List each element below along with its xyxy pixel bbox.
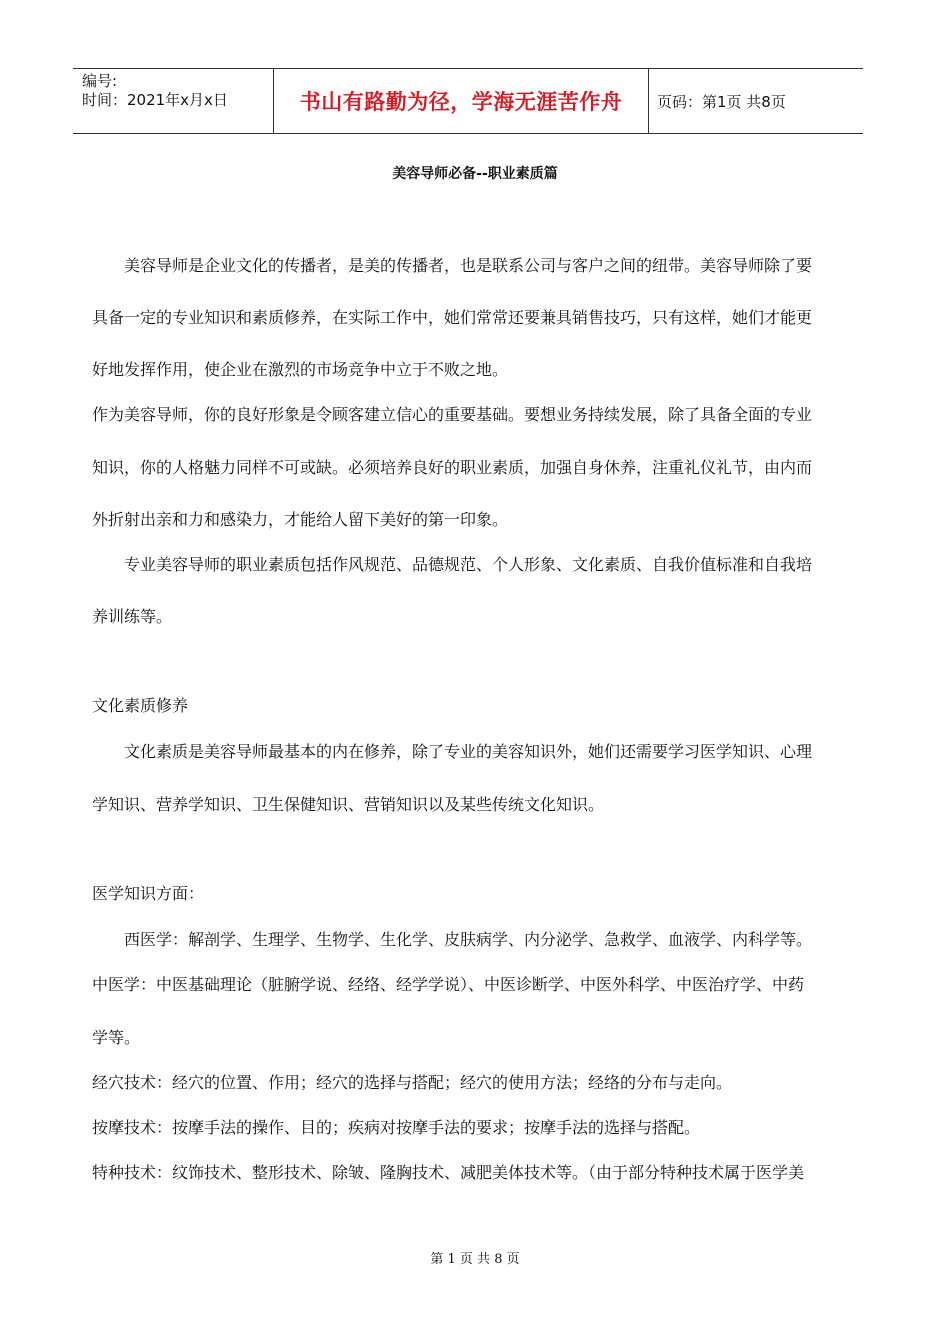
body-line: 西医学：解剖学、生理学、生物学、生化学、皮肤病学、内分泌学、急救学、血液学、内科学等。 [124, 930, 813, 949]
document-header [73, 68, 863, 134]
header-info-cell [73, 69, 274, 133]
body-line: 作为美容导师，你的良好形象是令顾客建立信心的重要基础。要想业务持续发展，除了具备全面的专业 [92, 405, 813, 424]
body-line: 学知识、营养学知识、卫生保健知识、营销知识以及某些传统文化知识。 [92, 795, 605, 814]
body-line: 具备一定的专业知识和素质修养，在实际工作中，她们常常还要兼具销售技巧，只有这样，她们才能更 [92, 308, 813, 327]
body-line: 美容导师是企业文化的传播者，是美的传播者，也是联系公司与客户之间的纽带。美容导师除了要 [124, 256, 813, 275]
time-label: 时间：2021年x月x日 [82, 91, 228, 109]
body-line: 中医学：中医基础理论（脏腑学说、经络、经学学说）、中医诊断学、中医外科学、中医治疗学、中药 [92, 975, 805, 994]
body-line: 按摩技术：按摩手法的操作、目的；疾病对按摩手法的要求；按摩手法的选择与搭配。 [92, 1118, 701, 1137]
body-line: 外折射出亲和力和感染力，才能给人留下美好的第一印象。 [92, 510, 509, 529]
body-line: 好地发挥作用，使企业在激烈的市场竞争中立于不败之地。 [92, 360, 509, 379]
body-line: 知识，你的人格魅力同样不可或缺。必须培养良好的职业素质，加强自身休养，注重礼仪礼节，由内而 [92, 458, 813, 477]
page-footer: 第 1 页 共 8 页 [430, 1252, 520, 1267]
body-line: 专业美容导师的职业素质包括作风规范、品德规范、个人形象、文化素质、自我价值标准和自我培 [124, 555, 813, 574]
body-line: 文化素质是美容导师最基本的内在修养，除了专业的美容知识外，她们还需要学习医学知识、心理 [124, 742, 813, 761]
header-motto: 书山有路勤为径，学海无涯苦作舟 [274, 69, 649, 133]
number-label: 编号: [82, 72, 118, 90]
section-heading: 文化素质修养 [92, 696, 189, 715]
document-title: 美容导师必备--职业素质篇 [392, 166, 558, 182]
body-line: 特种技术：纹饰技术、整形技术、除皱、隆胸技术、减肥美体技术等。（由于部分特种技术属于医学美 [92, 1163, 805, 1182]
body-line: 养训练等。 [92, 607, 173, 626]
section-heading: 医学知识方面： [92, 884, 205, 903]
header-page-label: 页码：第1页 共8页 [657, 92, 786, 111]
body-line: 学等。 [92, 1028, 141, 1047]
body-line: 经穴技术：经穴的位置、作用；经穴的选择与搭配；经穴的使用方法；经络的分布与走向。 [92, 1073, 733, 1092]
